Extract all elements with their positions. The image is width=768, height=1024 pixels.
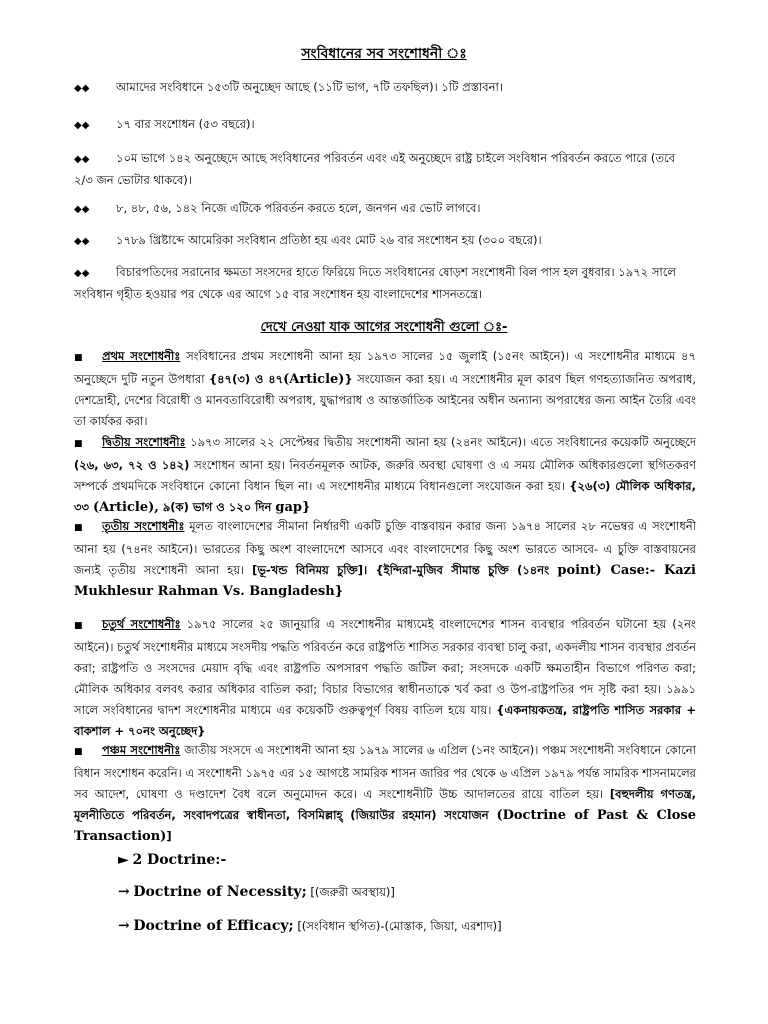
bullet-item: [74, 77, 696, 99]
diamond-bullet-icon: ◆◆: [74, 154, 90, 165]
amendment-heading: তৃতীয় সংশোধনীঃ: [102, 519, 185, 533]
bullet-item: [74, 114, 696, 136]
bullet-item: [74, 148, 696, 191]
amendment-bold: ৯(ক) ভাগ ও ১২০ দিন: [158, 500, 276, 514]
amendment-bold: {৪৭(৩) ও ৪৭: [209, 372, 284, 386]
doctrine-item: [118, 884, 395, 903]
amendment-latin: (Article): [283, 372, 345, 387]
bullet-item: [74, 262, 696, 305]
amendment-text: জাতীয় সংসদে এ সংশোধনী আনা হয় ১৯৭৯ সালের ৬ এপ্রিল (১নং আইনে)। পঞ্চম সংশোধনী সংবিধানে কোনো বিধান সংশোধন করেনি। এ সংশোধনী ১৯৭৫ এর ১৫ আগষ্টে সামরিক শাসন জারির পর থেকে ৬ এপ্রিল ১৯৭৯ পর্যন্ত সামরিক শাসনামলের সব আদেশ, ঘোষণা ও দণ্ডাদেশ বৈধ বলে অনুমোদন করে। এ সংশোধনীটি উচ্চ আদালতের রায়ে বাতিল হয়।: [74, 743, 696, 801]
amendment-second: [74, 432, 696, 518]
amendment-bold: ]: [166, 829, 172, 843]
bullet-item: [74, 230, 696, 252]
amendment-text: মূলত বাংলাদেশের সীমানা নির্ধারণী একটি চুক্তি বাস্তবায়ন করার জন্য ১৯৭৪ সালের ২৮ নভেম্বর এ সংশোধনী আনা হয় (৭৪নং আইনে)। ভারতের কিছু অংশ বাংলাদেশে আসবে এবং বাংলাদেশের কিছু অংশ ভারতে আসবে- এ চুক্তি বাস্তবায়নের জন্যই তৃতীয় সংশোধনী আনা হয়।: [74, 519, 696, 577]
doctrine-note: [(জরুরী অবস্থায়)]: [310, 885, 395, 899]
diamond-bullet-icon: ◆◆: [74, 120, 90, 131]
amendment-text: সংবিধানের প্রথম সংশোধনী আনা হয় ১৯৭৩ সালের ১৫ জুলাই (১৫নং আইনে)। এ সংশোধনীর মাধ্যমে ৪৭ অনুচ্ছেদে দুটি নতুন উপধারা: [74, 349, 696, 386]
amendment-heading: চতুর্থ সংশোধনীঃ: [102, 617, 181, 631]
amendment-fourth: [74, 614, 696, 742]
square-bullet-icon: ■: [74, 353, 83, 363]
amendment-fifth: [74, 740, 696, 847]
bullet-text: ১০ম ভাগে ১৪২ অনুচ্ছেদে আছে সংবিধানের পরিবর্তন এবং এই অনুচ্ছেদে রাষ্ট্র চাইলে সংবিধান পরিবর্তন করতে পারে (তবে ২/৩ জন ভোটার থাকবে)।: [74, 151, 675, 187]
amendment-bold: }: [344, 372, 353, 386]
amendment-text: ১৯৭৩ সালের ২২ সেপ্টেম্বর দ্বিতীয় সংশোধনী আনা হয় (২৪নং আইনে)। এতে সংবিধানের কয়েকটি অনুচ্ছেদে: [185, 435, 697, 449]
triangle-arrow-icon: ►: [118, 852, 129, 868]
bullet-text: ১৭ বার সংশোধন (৫৩ বছরে)।: [116, 117, 255, 131]
section-subtitle: দেখে নেওয়া যাক আগের সংশোধনী গুলো ঃ-: [260, 320, 508, 335]
amendment-heading: প্রথম সংশোধনীঃ: [102, 349, 181, 363]
amendment-first: [74, 346, 696, 432]
doctrine-item: [118, 918, 502, 937]
amendment-bold: {একনায়কতন্ত্র, রাষ্ট্রপতি শাসিত সরকার + বাকশাল + ৭০নং অনুচ্ছেদ}: [74, 703, 696, 738]
amendment-third: [74, 516, 696, 602]
amendment-text: ১৯৭৫ সালের ২৫ জানুয়ারি এ সংশোধনীর মাধ্যমেই বাংলাদেশের শাসন ব্যবস্থার পরিবর্তন ঘটানো হয় (২নং আইনে)। চতুর্থ সংশোধনীর মাধ্যমে সংসদীয় পদ্ধতি পরিবর্তন করে রাষ্ট্রপতি শাসিত সরকার ব্যবস্থা চালু করা, একদলীয় শাসন ব্যবস্থার প্রবর্তন করা; রাষ্ট্রপতি ও সংসদের মেয়াদ বৃদ্ধি এবং রাষ্ট্রপতি অপসারণ পদ্ধতি জটিল করা; সংসদকে একটি ক্ষমতাহীন বিভাগে পরিণত করা; মৌলিক অধিকার বলবৎ করার অধিকার বাতিল করা; বিচার বিভাগের স্বাধীনতাকে খর্ব করা ও উপ-রাষ্ট্রপতির পদ সৃষ্টি করা হয়। ১৯৯১ সালে সংবিধানের দ্বাদশ সংশোধনীর মাধ্যমে এর কয়েকটি গুরুত্বপূর্ণ বিষয় বাতিল হয়ে যায়।: [74, 617, 696, 717]
square-bullet-icon: ■: [74, 621, 83, 631]
bullet-text: ১৭৮৯ খ্রিষ্টাব্দে আমেরিকা সংবিধান প্রতিষ্ঠা হয় এবং মোট ২৬ বার সংশোধন হয় (৩০০ বছরে)।: [116, 233, 542, 247]
square-bullet-icon: ■: [74, 439, 83, 449]
doctrine-heading: [118, 852, 226, 868]
amendment-bold: {২৬(৩) মৌলিক অধিকার, ৩৩: [74, 479, 696, 514]
doctrine-label: Doctrine of Necessity;: [133, 884, 307, 900]
amendment-latin: (Article),: [92, 500, 159, 515]
diamond-bullet-icon: ◆◆: [74, 204, 90, 215]
square-bullet-icon: ■: [74, 523, 83, 533]
amendment-bold: (২৬, ৬৩, ৭২ ও ১৪২): [74, 458, 190, 472]
amendment-heading: দ্বিতীয় সংশোধনীঃ: [102, 435, 186, 449]
amendment-text: সংযোজন করা হয়। এ সংশোধনীর মূল কারণ ছিল গণহত্যাজনিত অপরাধ, দেশদ্রোহী, দেশের বিরোধী ও মানবতাবিরোধী অপরাধ, যুদ্ধাপরাধ ও আন্তর্জাতিক আইনের অধীন অন্যান্য অপরাধের জন্য আইন তৈরি এবং তা কার্যকর করা।: [74, 372, 697, 428]
doctrine-label: Doctrine of Efficacy;: [133, 918, 294, 934]
bullet-text: ৮, ৪৮, ৫৬, ১৪২ নিজে এটিকে পরিবর্তন করতে হলে, জনগন এর ভোট লাগবে।: [116, 201, 481, 215]
doctrine-heading-text: 2 Doctrine:-: [132, 852, 227, 868]
bullet-text: বিচারপতিদের সরানোর ক্ষমতা সংসদের হাতে ফিরিয়ে দিতে সংবিধানের ষোড়শ সংশোধনী বিল পাস হল বুধবার। ১৯৭২ সালে সংবিধান গৃহীত হওয়ার পর থেকে এর আগে ১৫ বার সংশোধন হয় বাংলাদেশের শাসনতন্ত্রে।: [74, 265, 676, 301]
amendment-bold: [বহুদলীয় গণতন্ত্র, মূলনীতিতে পরিবর্তন, সংবাদপত্রের স্বাধীনতা, বিসমিল্লাহ্ (জিয়াউর রহমান) সংযোজন: [74, 787, 696, 822]
diamond-bullet-icon: ◆◆: [74, 268, 90, 279]
right-arrow-icon: →: [118, 918, 130, 934]
square-bullet-icon: ■: [74, 747, 83, 757]
page-title: সংবিধানের সব সংশোধনী ঃ: [301, 46, 467, 62]
diamond-bullet-icon: ◆◆: [74, 83, 90, 94]
amendment-latin: (Doctrine of Past & Close Transaction): [74, 808, 696, 844]
bullet-text: আমাদের সংবিধানে ১৫৩টি অনুচ্ছেদ আছে (১১টি ভাগ, ৭টি তফছিল)। ১টি প্রস্তাবনা।: [116, 80, 503, 94]
diamond-bullet-icon: ◆◆: [74, 236, 90, 247]
amendment-latin: point) Case:- Kazi Mukhlesur Rahman Vs. Bangladesh}: [74, 563, 696, 599]
bullet-item: [74, 198, 696, 220]
amendment-latin: gap}: [275, 500, 311, 515]
right-arrow-icon: →: [118, 884, 130, 900]
amendment-bold: [ভূ-খন্ড বিনিময় চুক্তি]। {ইন্দিরা-মুজিব সীমান্ত চুক্তি (১৪নং: [252, 563, 558, 577]
amendment-text: সংশোধন আনা হয়। নিবর্তনমূলক আটক, জরুরি অবস্থা ঘোষণা ও এ সময় মৌলিক অধিকারগুলো স্থগিতকরণ সম্পর্কে প্রথমদিকে সংবিধানে কোনো বিধান ছিল না। এ সংশোধনীর মাধ্যমে বিধানগুলো সংযোজন করা হয়।: [74, 458, 696, 493]
doctrine-note: [(সংবিধান স্থগিত)-(মোস্তাক, জিয়া, এরশাদ)]: [297, 919, 502, 933]
amendment-heading: পঞ্চম সংশোধনীঃ: [102, 743, 181, 757]
